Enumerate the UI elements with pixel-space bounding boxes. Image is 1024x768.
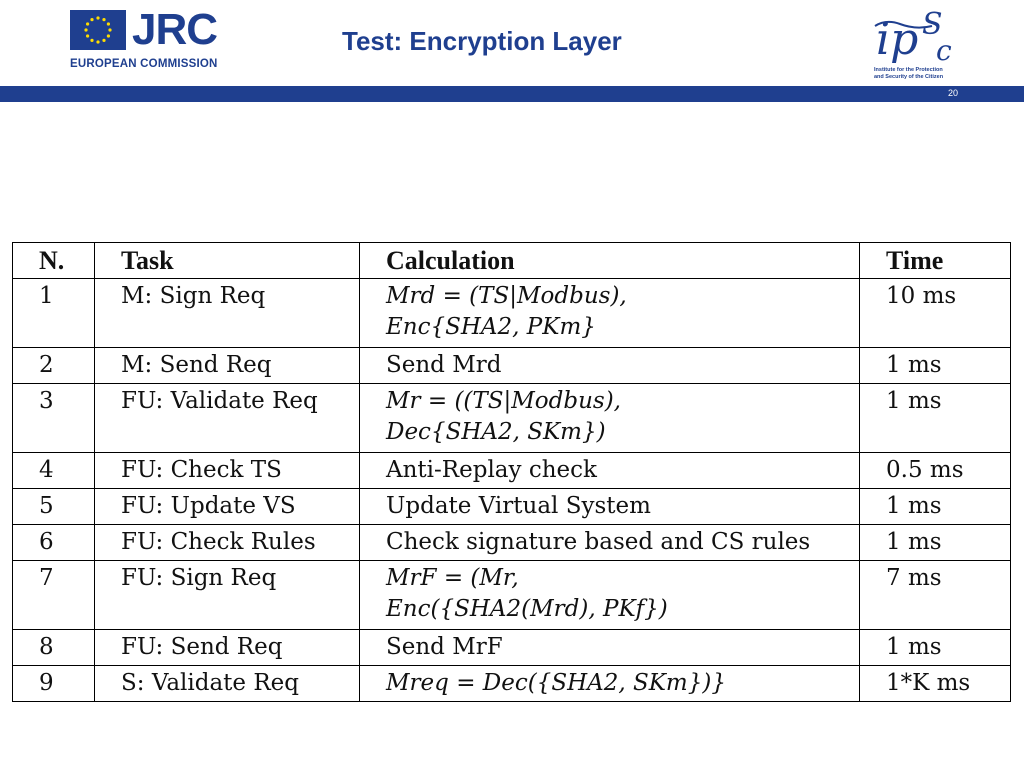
row-time: 1 ms [860, 489, 1011, 525]
row-task: S: Validate Req [95, 666, 360, 702]
ipsc-caption [874, 67, 964, 80]
svg-text:c: c [936, 34, 952, 66]
col-header-task: Task [95, 243, 360, 279]
calc-line: Check signature based and CS rules [386, 529, 811, 555]
calc-line: Enc{SHA2, PKm} [386, 314, 596, 340]
calc-line: Enc({SHA2(Mrd), PKf}) [386, 596, 668, 622]
page-number: 20 [947, 88, 958, 98]
row-calculation [360, 525, 860, 561]
row-time: 1 ms [860, 384, 1011, 453]
row-time: 1 ms [860, 525, 1011, 561]
calc-line: Anti-Replay check [386, 457, 597, 483]
calc-line: Mr = ((TS|Modbus), [386, 388, 621, 414]
calc-line: Send Mrd [386, 352, 502, 378]
calc-line: MrF = (Mr, [386, 565, 519, 591]
european-commission-label: EUROPEAN COMMISSION [70, 58, 218, 70]
row-time: 1 ms [860, 348, 1011, 384]
row-number: 3 [13, 384, 95, 453]
row-number: 9 [13, 666, 95, 702]
row-task: FU: Check TS [95, 453, 360, 489]
table-row [13, 489, 1011, 525]
table-row [13, 525, 1011, 561]
row-time: 1*K ms [860, 666, 1011, 702]
calc-line: Send MrF [386, 634, 503, 660]
row-task: M: Send Req [95, 348, 360, 384]
header-bar [0, 86, 1024, 102]
row-calculation [360, 453, 860, 489]
table-row [13, 279, 1011, 348]
calc-line: Mrd = (TS|Modbus), [386, 283, 627, 309]
slide-title: Test: Encryption Layer [342, 26, 622, 56]
table-row [13, 630, 1011, 666]
row-number: 2 [13, 348, 95, 384]
row-calculation [360, 384, 860, 453]
row-number: 8 [13, 630, 95, 666]
row-number: 5 [13, 489, 95, 525]
task-table [12, 242, 1011, 702]
row-task: FU: Sign Req [95, 561, 360, 630]
row-time: 0.5 ms [860, 453, 1011, 489]
svg-text:S: S [922, 7, 943, 42]
table-header-row [13, 243, 1011, 279]
row-task: M: Sign Req [95, 279, 360, 348]
row-task: FU: Send Req [95, 630, 360, 666]
row-calculation [360, 348, 860, 384]
ipsc-logo [872, 4, 962, 80]
row-time: 7 ms [860, 561, 1011, 630]
row-calculation [360, 489, 860, 525]
row-number: 7 [13, 561, 95, 630]
row-calculation [360, 630, 860, 666]
row-task: FU: Update VS [95, 489, 360, 525]
table-row [13, 384, 1011, 453]
jrc-logo [70, 5, 218, 74]
table-row [13, 453, 1011, 489]
row-number: 6 [13, 525, 95, 561]
col-header-time: Time [860, 243, 1011, 279]
row-number: 4 [13, 453, 95, 489]
row-number: 1 [13, 279, 95, 348]
row-calculation [360, 561, 860, 630]
calc-line: Mreq = Dec({SHA2, SKm})} [386, 670, 726, 696]
ipsc-caption-line2: and Security of the Citizen [874, 73, 944, 80]
row-task: FU: Check Rules [95, 525, 360, 561]
ipsc-caption-line1: Institute for the Protection [874, 67, 943, 73]
ipsc-wordmark-icon [872, 4, 962, 66]
calc-line: Dec{SHA2, SKm}) [386, 419, 606, 445]
table-row [13, 348, 1011, 384]
jrc-wordmark: JRC [132, 5, 218, 54]
table-row [13, 666, 1011, 702]
row-calculation [360, 279, 860, 348]
col-header-number: N. [13, 243, 95, 279]
calc-line: Update Virtual System [386, 493, 651, 519]
row-calculation [360, 666, 860, 702]
col-header-calculation: Calculation [360, 243, 860, 279]
row-task: FU: Validate Req [95, 384, 360, 453]
svg-text:ip: ip [876, 14, 919, 65]
row-time: 10 ms [860, 279, 1011, 348]
eu-flag-icon [70, 10, 126, 50]
table-row [13, 561, 1011, 630]
row-time: 1 ms [860, 630, 1011, 666]
